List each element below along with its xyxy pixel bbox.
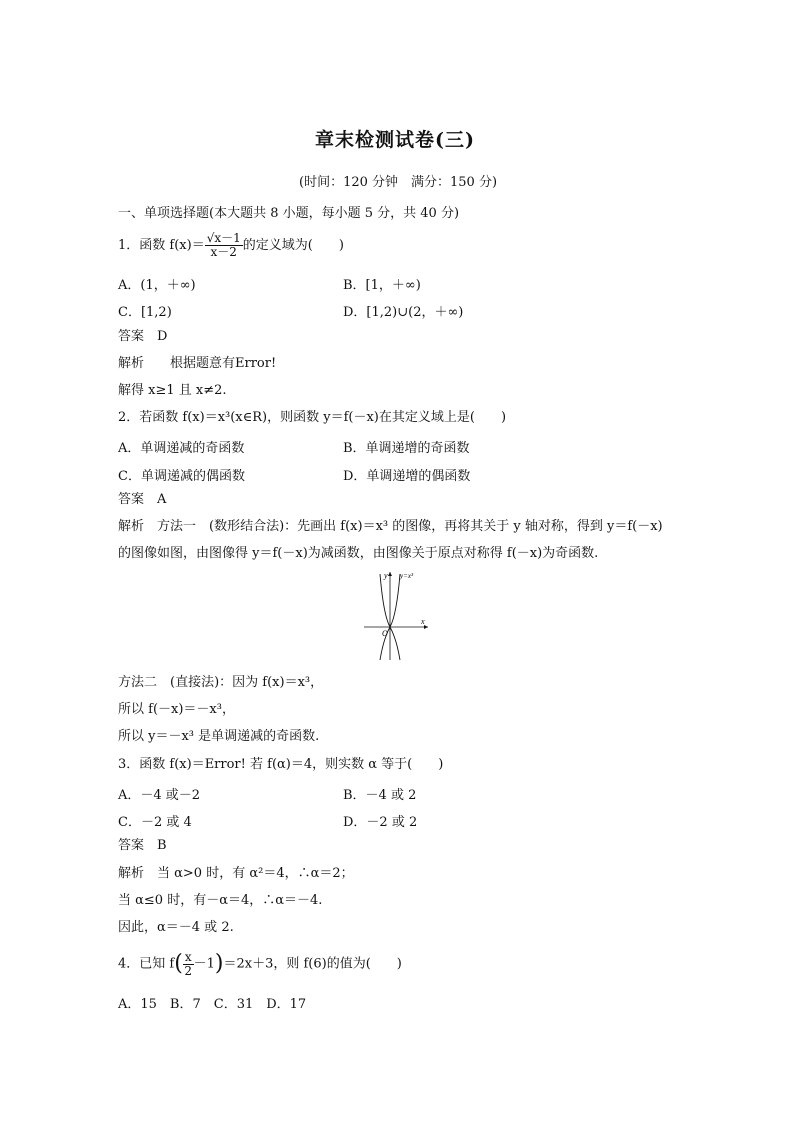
q2-method2: 方法二 (直接法)：因为 f(x)＝x³， xyxy=(118,675,324,690)
q3-option-a: A．－4 或－2 xyxy=(118,788,201,803)
q4-mid: －1 xyxy=(193,956,215,972)
page-title: 章末检测试卷(三) xyxy=(315,129,475,151)
question-3-stem: 3．函数 f(x)＝Error! 若 f(α)＝4，则实数 α 等于( ) xyxy=(118,757,444,772)
q3-option-b: B．－4 或 2 xyxy=(343,788,417,803)
q3-answer: 答案 B xyxy=(118,838,167,853)
q1-fraction xyxy=(205,232,243,259)
q3-analysis: 解析 当 α>0 时，有 α²＝4，∴α＝2； xyxy=(118,866,354,881)
q2-answer: 答案 A xyxy=(118,492,167,507)
fig-y-label: y xyxy=(384,571,388,580)
q4-prefix: 4．已知 f xyxy=(118,956,175,972)
q2-analysis-line1: 解析 方法一 (数形结合法)：先画出 f(x)＝x³ 的图像，再将其关于 y 轴对称，得到 y＝f(－x) xyxy=(118,519,663,534)
question-4-stem xyxy=(118,946,402,982)
q1-option-b: B．[1，＋∞) xyxy=(343,278,421,293)
q3-option-c: C．－2 或 4 xyxy=(118,815,192,830)
exam-info: (时间：120 分钟 满分：150 分) xyxy=(299,175,498,190)
x-axis-arrow xyxy=(424,625,428,629)
q4-suffix: ＝2x＋3，则 f(6)的值为( ) xyxy=(223,956,402,972)
q1-option-a: A．(1，＋∞) xyxy=(118,278,196,293)
q2-analysis-line2: 的图像如图，由图像得 y＝f(－x)为减函数，由图像关于原点对称得 f(－x)为奇函数. xyxy=(118,546,599,561)
q2-option-c: C．单调递减的偶函数 xyxy=(118,469,245,484)
q2-step2: 所以 y＝－x³ 是单调递减的奇函数. xyxy=(118,729,320,744)
q1-analysis: 解析 根据题意有Error! xyxy=(118,356,277,371)
q1-answer: 答案 D xyxy=(118,329,168,344)
q4-denominator: 2 xyxy=(184,963,193,978)
q2-option-b: B．单调递增的奇函数 xyxy=(343,441,470,456)
section-heading: 一、单项选择题(本大题共 8 小题，每小题 5 分，共 40 分) xyxy=(118,206,460,221)
q1-prefix: 1．函数 f(x)＝ xyxy=(118,238,205,253)
q1-option-c: C．[1,2) xyxy=(118,305,172,320)
q1-option-d: D．[1,2)∪(2，＋∞) xyxy=(343,305,464,320)
q1-denominator: x－2 xyxy=(210,245,237,259)
y-axis-arrow xyxy=(388,572,392,576)
q4-left-paren: ( xyxy=(174,951,183,976)
q2-option-a: A．单调递减的奇函数 xyxy=(118,441,245,456)
q4-options: A．15 B．7 C．31 D．17 xyxy=(118,997,307,1012)
cubic-graph-figure xyxy=(360,568,432,662)
q3-analysis-line2: 当 α≤0 时，有－α＝4，∴α＝－4. xyxy=(118,893,323,908)
q3-option-d: D．－2 或 2 xyxy=(343,815,418,830)
question-1-stem xyxy=(118,228,344,264)
question-2-stem: 2．若函数 f(x)＝x³(x∈R)，则函数 y＝f(－x)在其定义域上是( ) xyxy=(118,410,507,425)
q1-solution: 解得 x≥1 且 x≠2. xyxy=(118,383,227,398)
q4-right-paren: ) xyxy=(214,951,224,976)
fig-origin-label: O xyxy=(382,629,388,638)
q1-suffix: 的定义域为( ) xyxy=(242,238,344,253)
q2-option-d: D．单调递增的偶函数 xyxy=(343,469,471,484)
q1-numerator: √x－1 xyxy=(206,231,241,245)
q4-numerator: x xyxy=(184,949,192,964)
fig-curve-label: y=x³ xyxy=(400,572,414,580)
q2-step1: 所以 f(－x)＝－x³， xyxy=(118,702,235,717)
fig-x-label: x xyxy=(421,617,425,626)
q4-fraction xyxy=(183,951,194,978)
q3-conclusion: 因此，α＝－4 或 2. xyxy=(118,920,234,935)
